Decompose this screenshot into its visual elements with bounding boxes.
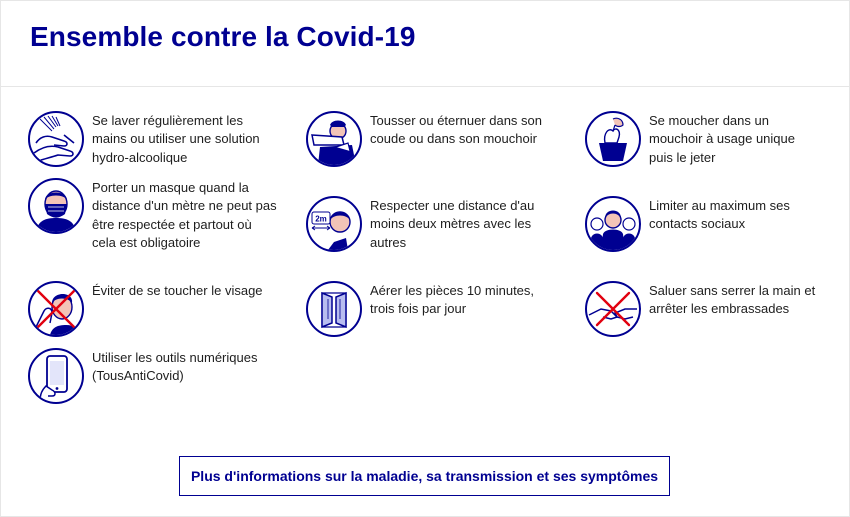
face-mask-icon xyxy=(28,178,84,234)
distance-badge: 2m xyxy=(315,214,327,224)
cough-elbow-icon xyxy=(306,111,362,167)
gesture-text: Porter un masque quand la distance d'un mètre ne peut pas être respectée et partout où cela est obligatoire xyxy=(92,180,277,251)
gesture-tissue xyxy=(585,111,819,167)
gesture-text: Aérer les pièces 10 minutes, trois fois par jour xyxy=(370,283,535,317)
distance-icon xyxy=(306,196,362,252)
tissue-icon xyxy=(585,111,641,167)
gesture-cough-elbow xyxy=(306,111,555,167)
gesture-hand-washing xyxy=(28,111,262,167)
gesture-text: Limiter au maximum ses contacts sociaux xyxy=(649,198,790,232)
page-title: Ensemble contre la Covid-19 xyxy=(30,21,416,52)
more-info-button[interactable]: Plus d'informations sur la maladie, sa transmission et ses symptômes xyxy=(179,456,670,496)
gesture-face-mask xyxy=(28,178,277,253)
gesture-text: Tousser ou éternuer dans son coude ou dans son mouchoir xyxy=(370,113,542,147)
gesture-no-face-touch xyxy=(28,281,277,337)
window-ventilation-icon xyxy=(306,281,362,337)
gesture-no-handshake xyxy=(585,281,834,337)
gesture-distance xyxy=(306,196,555,252)
gesture-social-contacts xyxy=(585,196,834,252)
no-handshake-icon xyxy=(585,281,641,337)
header xyxy=(1,1,849,87)
smartphone-icon xyxy=(28,348,84,404)
hand-washing-icon xyxy=(28,111,84,167)
gesture-text: Se moucher dans un mouchoir à usage unique puis le jeter xyxy=(649,113,795,165)
gesture-text: Éviter de se toucher le visage xyxy=(92,283,263,298)
gesture-ventilation xyxy=(306,281,555,337)
gesture-text: Utiliser les outils numériques (TousAntiCovid) xyxy=(92,350,258,384)
gesture-text: Respecter une distance d'au moins deux mètres avec les autres xyxy=(370,198,535,250)
social-contacts-icon xyxy=(585,196,641,252)
gesture-text: Saluer sans serrer la main et arrêter les embrassades xyxy=(649,283,816,317)
gesture-text: Se laver régulièrement les mains ou utiliser une solution hydro-alcoolique xyxy=(92,113,260,165)
no-face-touch-icon xyxy=(28,281,84,337)
gesture-digital-tools xyxy=(28,348,277,404)
